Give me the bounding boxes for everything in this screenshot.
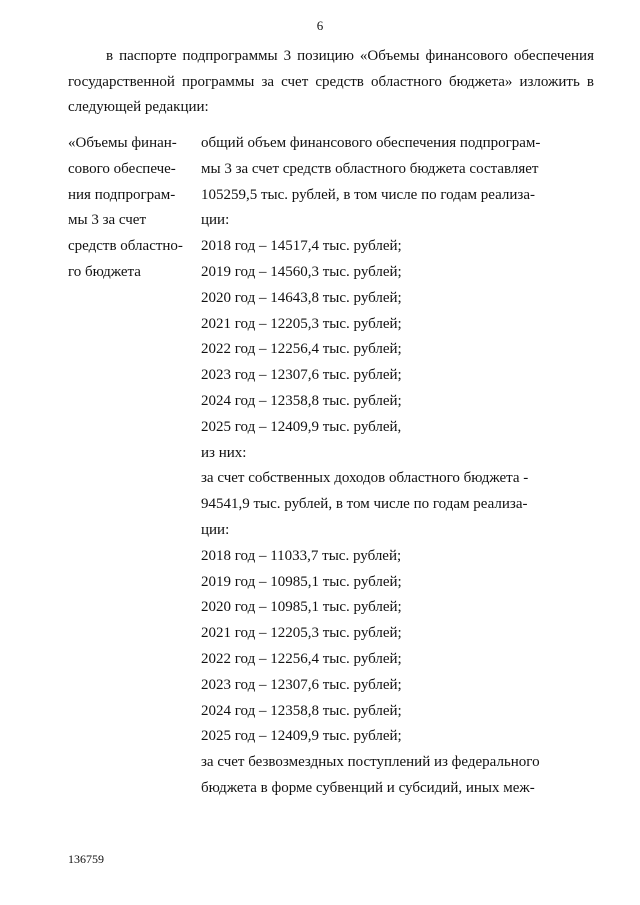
- label-line: го бюджета: [68, 263, 141, 280]
- value-line: за счет безвозмездных поступлений из федерального: [201, 754, 540, 771]
- year-amount-line: 2019 год – 10985,1 тыс. рублей;: [201, 573, 402, 590]
- passport-item-label: [68, 131, 198, 286]
- intro-line: государственной программы за счет средств областного бюджета» изложить в: [68, 73, 594, 90]
- intro-line: в паспорте подпрограммы 3 позицию «Объемы финансового обеспечения: [106, 48, 594, 64]
- year-amount-line: 2022 год – 12256,4 тыс. рублей;: [201, 650, 402, 667]
- value-line: за счет собственных доходов областного бюджета -: [201, 470, 529, 487]
- page-number: 6: [316, 18, 324, 33]
- value-line: общий объем финансового обеспечения подпрограм-: [201, 135, 541, 151]
- year-amount-line: 2018 год – 11033,7 тыс. рублей;: [201, 547, 402, 564]
- value-line: 105259,5 тыс. рублей, в том числе по годам реализа-: [201, 186, 535, 203]
- year-amount-line: 2020 год – 14643,8 тыс. рублей;: [201, 289, 402, 306]
- value-line: ции:: [201, 212, 230, 229]
- year-amount-line: 2023 год – 12307,6 тыс. рублей;: [201, 367, 402, 384]
- year-amount-line: 2023 год – 12307,6 тыс. рублей;: [201, 676, 402, 693]
- year-amount-line: 2018 год – 14517,4 тыс. рублей;: [201, 238, 402, 255]
- label-line: средств областно-: [68, 238, 183, 255]
- label-line: мы 3 за счет: [68, 212, 147, 229]
- label-line: ния подпрограм-: [68, 186, 176, 203]
- year-amount-line: 2021 год – 12205,3 тыс. рублей;: [201, 315, 402, 332]
- value-line: бюджета в форме субвенций и субсидий, иных меж-: [201, 779, 535, 796]
- passport-item-value: [201, 131, 561, 802]
- value-line: 94541,9 тыс. рублей, в том числе по годам реализа-: [201, 496, 528, 513]
- year-amount-line: 2024 год – 12358,8 тыс. рублей;: [201, 392, 402, 409]
- value-line: ции:: [201, 521, 230, 538]
- label-line: «Объемы финан-: [68, 135, 177, 151]
- year-amount-line: 2022 год – 12256,4 тыс. рублей;: [201, 341, 402, 358]
- intro-paragraph: [68, 44, 594, 121]
- year-amount-line: 2021 год – 12205,3 тыс. рублей;: [201, 625, 402, 642]
- value-line: мы 3 за счет средств областного бюджета составляет: [201, 160, 539, 177]
- year-amount-line: 2019 год – 14560,3 тыс. рублей;: [201, 263, 402, 280]
- document-code: 136759: [68, 852, 104, 866]
- year-amount-line: 2020 год – 10985,1 тыс. рублей;: [201, 599, 402, 616]
- year-amount-line: 2025 год – 12409,9 тыс. рублей;: [201, 728, 402, 745]
- year-amount-line: 2025 год – 12409,9 тыс. рублей,: [201, 418, 402, 435]
- value-line: из них:: [201, 444, 247, 461]
- label-line: сового обеспече-: [68, 160, 176, 177]
- intro-line: следующей редакции:: [68, 99, 209, 115]
- year-amount-line: 2024 год – 12358,8 тыс. рублей;: [201, 702, 402, 719]
